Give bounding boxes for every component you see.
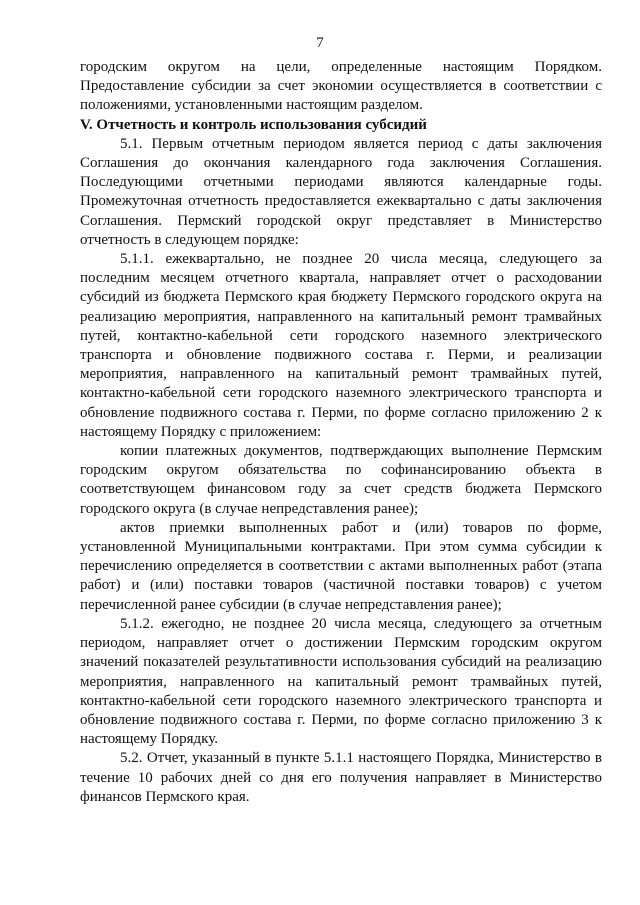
continuation-paragraph: городским округом на цели, определенные настоящим Порядком. Предоставление субсидии за счет экономии осуществляется в соответствии с положениями, установленными настоящим разделом. [80, 59, 602, 114]
paragraph-5-1: 5.1. Первым отчетным периодом является период с даты заключения Соглашения до окончания календарного года заключения Соглашения. Последующими отчетными периодами являются календарные годы. Промежуточная отчетность предоставляется ежеквартально с даты заключения Соглашения. Пермский городской округ представляет в Министерство отчетность в следующем порядке: [80, 135, 602, 248]
paragraph-5-1-2: 5.1.2. ежегодно, не позднее 20 числа месяца, следующего за отчетным периодом, направляет отчет о достижении Пермским городским округом значений показателей результативности использования субсидий на реализацию мероприятия, направленного на капитальный ремонт трамвайных путей, контактно-кабельной сети городского наземного электрического транспорта и обновление подвижного состава г. Перми, по форме согласно приложению 3 к настоящему Порядку. [80, 615, 602, 748]
page-number: 7 [316, 35, 324, 51]
paragraph-5-1-1: 5.1.1. ежеквартально, не позднее 20 числа месяца, следующего за последним месяцем отчетного квартала, направляет отчет о расходовании субсидий из бюджета Пермского края бюджету Пермского городского округа на реализацию мероприятия, направленного на капитальный ремонт трамвайных путей, контактно-кабельной сети городского наземного электрического транспорта и обновление подвижного состава г. Перми, и реализации мероприятия, направленного на капитальный ремонт трамвайных путей, контактно-кабельной сети городского наземного электрического транспорта и обновление подвижного состава г. Перми, по форме согласно приложению 2 к настоящему Порядку с приложением: [80, 251, 602, 440]
section-heading: V. Отчетность и контроль использования субсидий [80, 116, 427, 133]
list-item-acceptance-acts: актов приемки выполненных работ и (или) товаров по форме, установленной Муниципальными контрактами. При этом сумма субсидии к перечислению определяется в соответствии с актами выполненных работ (этапа работ) и (или) поставки товаров (частичной поставки товаров) с учетом перечисленной ранее субсидии (в случае непредставления ранее); [80, 519, 602, 613]
document-body [80, 58, 602, 807]
list-item-payment-documents: копии платежных документов, подтверждающих выполнение Пермским городским округом обязательства по софинансированию объекта в соответствующем финансовом году за счет средств бюджета Пермского городского округа (в случае непредставления ранее); [80, 443, 602, 517]
paragraph-5-2: 5.2. Отчет, указанный в пункте 5.1.1 настоящего Порядка, Министерство в течение 10 рабочих дней со дня его получения направляет в Министерство финансов Пермского края. [80, 750, 602, 805]
